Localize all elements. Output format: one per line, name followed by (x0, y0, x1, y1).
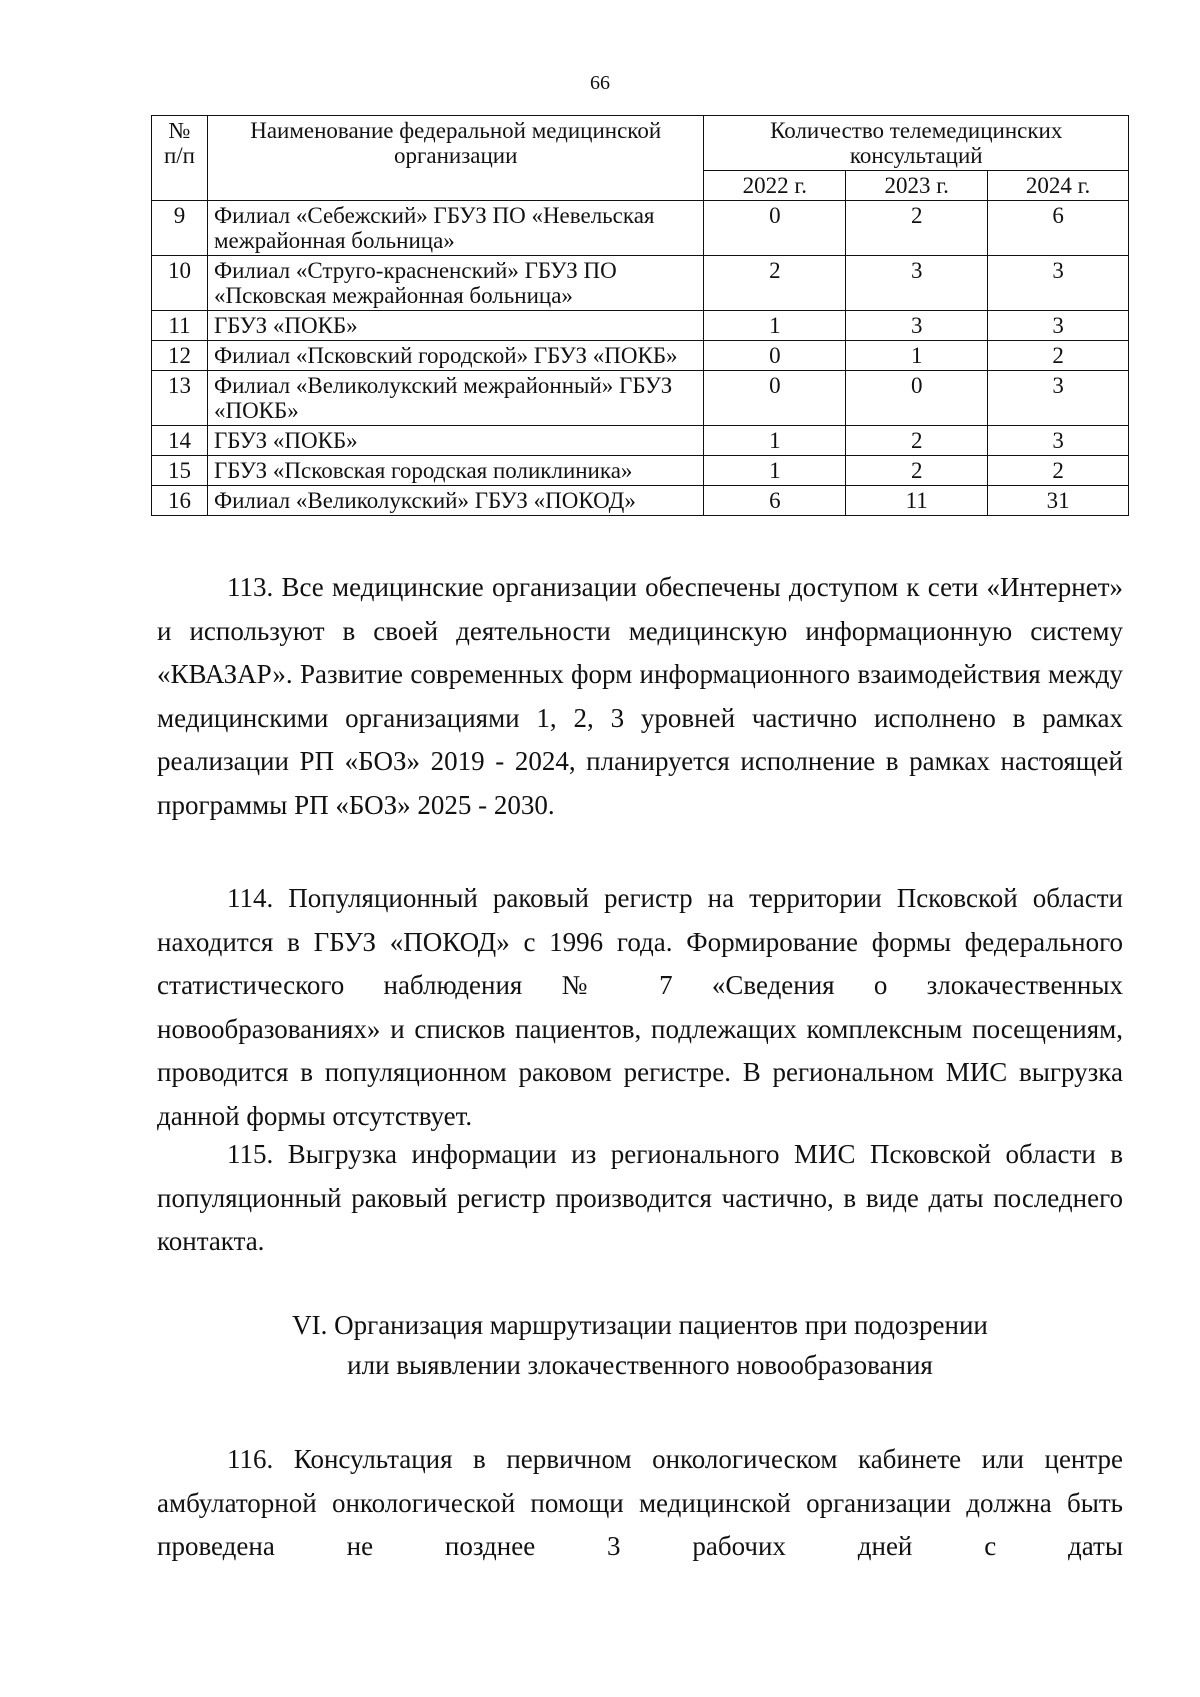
table-row (152, 426, 1129, 456)
table-row (152, 341, 1129, 371)
row-num: 16 (152, 486, 208, 516)
row-value-2022: 0 (704, 371, 846, 426)
row-value-2024: 2 (988, 341, 1129, 371)
header-year-2023: 2023 г. (846, 171, 988, 201)
row-value-2023: 2 (846, 456, 988, 486)
table-row (152, 371, 1129, 426)
row-value-2024: 31 (988, 486, 1129, 516)
row-value-2022: 1 (704, 426, 846, 456)
row-value-2024: 3 (988, 256, 1129, 311)
row-value-2024: 3 (988, 311, 1129, 341)
paragraph-113-text: 113. Все медицинские организации обеспечены доступом к сети «Интернет» и используют в своей деятельности медицинскую информационную систему «КВАЗАР». Развитие современных форм информационного взаимодействия между медицинскими организациями 1, 2, 3 уровней частично исполнено в рамках реализации РП «БОЗ» 2019 - 2024, планируется исполнение в рамках настоящей программы РП «БОЗ» 2025 - 2030. (157, 572, 1123, 820)
row-org-name: Филиал «Великолукский межрайонный» ГБУЗ «ПОКБ» (207, 371, 703, 426)
row-value-2023: 3 (846, 256, 988, 311)
row-value-2023: 0 (846, 371, 988, 426)
row-org-name: Филиал «Псковский городской» ГБУЗ «ПОКБ» (207, 341, 703, 371)
row-value-2022: 2 (704, 256, 846, 311)
row-org-name: ГБУЗ «ПОКБ» (207, 311, 703, 341)
table-row (152, 486, 1129, 516)
paragraph-116-text: 116. Консультация в первичном онкологическом кабинете или центре амбулаторной онкологической помощи медицинской организации должна быть проведена не позднее 3 рабочих дней с даты (157, 1444, 1123, 1562)
header-org-name: Наименование федеральной медицинской организации (207, 116, 703, 201)
row-value-2024: 3 (988, 426, 1129, 456)
row-num: 12 (152, 341, 208, 371)
paragraph-114 (157, 877, 1123, 1139)
row-value-2024: 2 (988, 456, 1129, 486)
section-heading (157, 1305, 1123, 1385)
table-row (152, 456, 1129, 486)
row-value-2023: 2 (846, 201, 988, 256)
row-org-name: Филиал «Себежский» ГБУЗ ПО «Невельская межрайонная больница» (207, 201, 703, 256)
telemedicine-table (151, 115, 1129, 516)
paragraph-116 (157, 1438, 1123, 1569)
header-num: № п/п (152, 116, 208, 201)
row-value-2022: 1 (704, 456, 846, 486)
row-num: 14 (152, 426, 208, 456)
row-org-name: Филиал «Великолукский» ГБУЗ «ПОКОД» (207, 486, 703, 516)
header-year-2022: 2022 г. (704, 171, 846, 201)
row-value-2023: 11 (846, 486, 988, 516)
row-value-2022: 0 (704, 341, 846, 371)
row-num: 9 (152, 201, 208, 256)
row-value-2023: 3 (846, 311, 988, 341)
header-year-2024: 2024 г. (988, 171, 1129, 201)
row-num: 11 (152, 311, 208, 341)
row-org-name: ГБУЗ «ПОКБ» (207, 426, 703, 456)
row-num: 13 (152, 371, 208, 426)
row-num: 10 (152, 256, 208, 311)
section-heading-line-2: или выявлении злокачественного новообразования (347, 1350, 933, 1380)
table-row (152, 311, 1129, 341)
row-value-2022: 6 (704, 486, 846, 516)
paragraph-113 (157, 566, 1123, 828)
row-value-2022: 0 (704, 201, 846, 256)
row-value-2024: 6 (988, 201, 1129, 256)
paragraph-115 (157, 1133, 1123, 1264)
table-row (152, 201, 1129, 256)
row-value-2024: 3 (988, 371, 1129, 426)
row-value-2022: 1 (704, 311, 846, 341)
row-num: 15 (152, 456, 208, 486)
section-heading-line-1: VI. Организация маршрутизации пациентов при подозрении (292, 1310, 988, 1340)
paragraph-115-text: 115. Выгрузка информации из регионального МИС Псковской области в популяционный раковый регистр производится частично, в виде даты последнего контакта. (157, 1139, 1123, 1257)
page-number: 66 (590, 72, 610, 94)
row-value-2023: 1 (846, 341, 988, 371)
header-consultations: Количество телемедицинских консультаций (704, 116, 1129, 171)
table-row (152, 256, 1129, 311)
paragraph-114-text: 114. Популяционный раковый регистр на территории Псковской области находится в ГБУЗ «ПОКОД» с 1996 года. Формирование формы федерального статистического наблюдения № 7 «Сведения о злокачественных новообразованиях» и списков пациентов, подлежащих комплексным посещениям, проводится в популяционном раковом регистре. В региональном МИС выгрузка данной формы отсутствует. (157, 883, 1123, 1131)
row-value-2023: 2 (846, 426, 988, 456)
row-org-name: ГБУЗ «Псковская городская поликлиника» (207, 456, 703, 486)
row-org-name: Филиал «Струго-красненский» ГБУЗ ПО «Псковская межрайонная больница» (207, 256, 703, 311)
